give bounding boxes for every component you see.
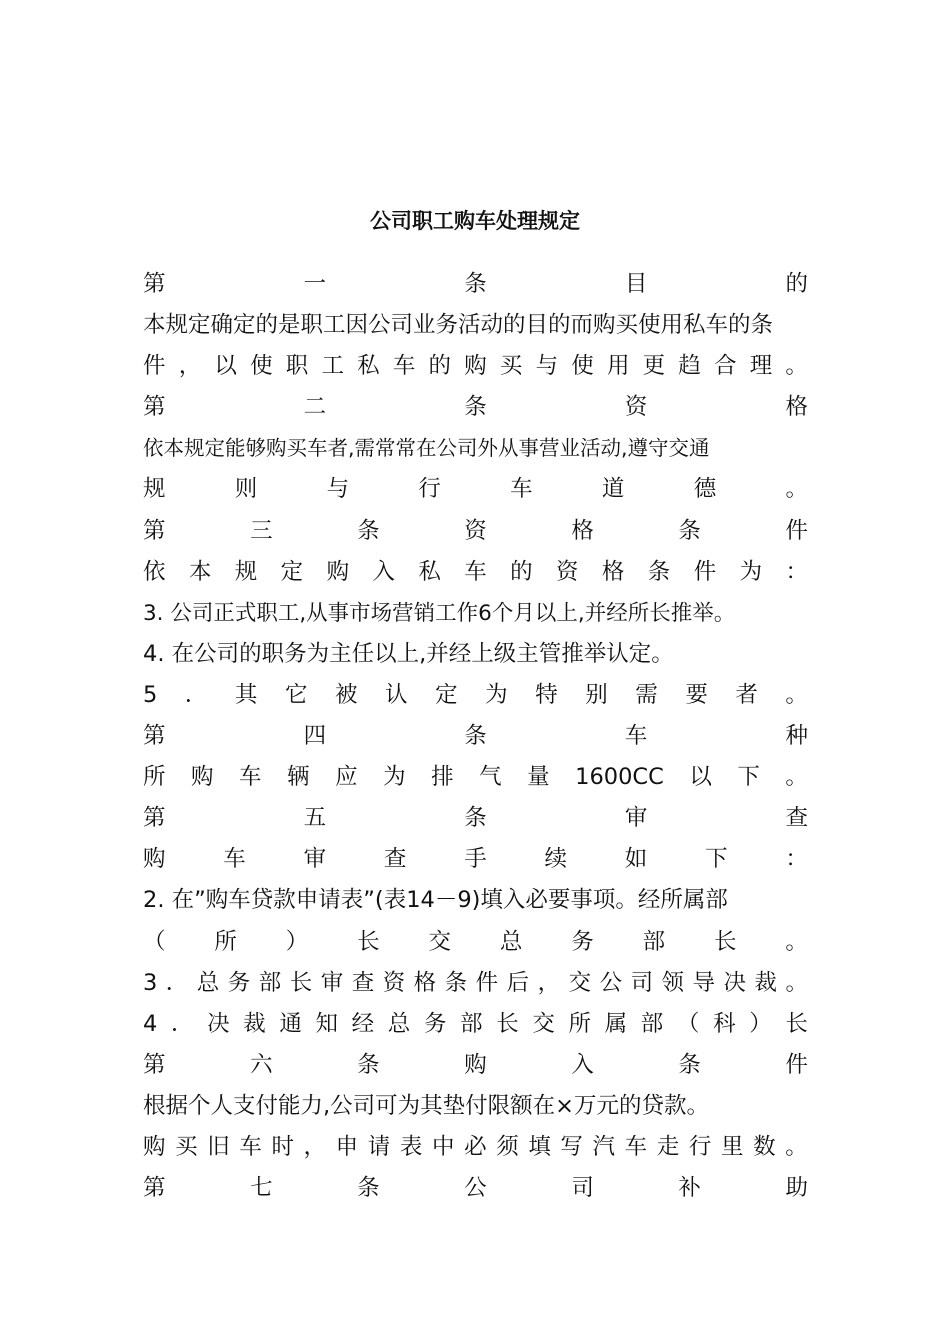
- text-line: 本规定确定的是职工因公司业务活动的目的而购买使用私车的条: [143, 312, 774, 339]
- line-glyph: 中: [431, 1133, 455, 1160]
- line-glyph: 条: [357, 1051, 380, 1078]
- line-glyph: 车: [223, 846, 246, 873]
- line-glyph: ．: [170, 1010, 194, 1037]
- line-glyph: 司: [571, 1175, 594, 1202]
- line-glyph: 资: [464, 517, 487, 544]
- text-line: 根据个人支付能力,公司可为其垫付限额在×万元的贷款。: [143, 1092, 710, 1119]
- line-glyph: ：: [785, 846, 808, 873]
- line-glyph: 格: [571, 517, 594, 544]
- line-glyph: 格: [785, 394, 808, 421]
- line-glyph: 车: [624, 723, 648, 750]
- line-glyph: 领: [661, 969, 685, 996]
- line-glyph: （: [676, 1010, 700, 1037]
- line-glyph: 查: [383, 846, 407, 873]
- line-glyph: 审: [303, 846, 327, 873]
- line-glyph: ：: [785, 558, 808, 585]
- line-glyph: 被: [335, 681, 358, 708]
- line-glyph: 司: [630, 969, 654, 996]
- text-line: [143, 963, 808, 1004]
- text-line: [143, 1045, 808, 1086]
- line-glyph: 必: [464, 1133, 487, 1160]
- line-glyph: 车: [510, 476, 533, 503]
- text-line: [143, 922, 808, 963]
- text-line: [143, 387, 808, 428]
- line-glyph: 数: [753, 1133, 776, 1160]
- line-glyph: 裁: [243, 1010, 266, 1037]
- text-line: [143, 798, 808, 839]
- line-glyph: 部: [642, 928, 666, 955]
- line-glyph: 件: [143, 353, 166, 380]
- line-glyph: 入: [571, 1051, 594, 1078]
- line-glyph: 的: [428, 353, 452, 380]
- text-line: 依本规定能够购买车者,需常常在公司外从事营业活动,遵守交通: [143, 436, 710, 461]
- line-glyph: 买: [175, 1133, 198, 1160]
- line-glyph: 件: [475, 969, 499, 996]
- line-glyph: 。: [785, 928, 808, 955]
- line-glyph: 为: [383, 764, 406, 791]
- line-glyph: 理: [749, 353, 773, 380]
- text-line: [143, 1004, 808, 1045]
- line-glyph: 条: [464, 271, 487, 297]
- text-line: [143, 716, 808, 757]
- line-glyph: 定: [280, 558, 304, 585]
- line-glyph: 属: [604, 1010, 628, 1037]
- text-line: [143, 552, 808, 593]
- text-line: [143, 469, 808, 510]
- line-glyph: 条: [464, 723, 487, 750]
- line-glyph: 条: [678, 517, 701, 544]
- line-glyph: 长: [714, 928, 737, 955]
- line-glyph: 格: [413, 969, 437, 996]
- line-glyph: 件: [785, 1051, 808, 1078]
- line-glyph: 1600CC: [575, 764, 664, 791]
- line-glyph: 行: [418, 476, 441, 503]
- line-glyph: 务: [423, 1010, 447, 1037]
- line-glyph: 。: [785, 353, 808, 380]
- line-glyph: 条: [464, 805, 487, 832]
- line-glyph: 审: [320, 969, 344, 996]
- line-glyph: 条: [357, 517, 380, 544]
- line-glyph: 所: [143, 764, 166, 791]
- line-glyph: 私: [357, 353, 380, 380]
- line-glyph: 二: [303, 394, 327, 421]
- line-glyph: 三: [250, 517, 273, 544]
- line-glyph: 德: [693, 476, 717, 503]
- line-glyph: 购: [143, 1133, 166, 1160]
- line-glyph: 。: [785, 1133, 808, 1160]
- line-glyph: 总: [387, 1010, 411, 1037]
- line-glyph: 手: [464, 846, 487, 873]
- line-glyph: 所: [568, 1010, 592, 1037]
- line-glyph: 公: [599, 969, 623, 996]
- line-glyph: 私: [418, 558, 441, 585]
- line-glyph: 以: [214, 353, 237, 380]
- line-glyph: 其: [234, 681, 258, 708]
- line-glyph: 别: [585, 681, 608, 708]
- text-line: 3. 公司正式职工,从事市场营销工作6个月以上,并经所长推举。: [143, 600, 736, 626]
- line-glyph: 如: [624, 846, 648, 873]
- line-glyph: 为: [739, 558, 763, 585]
- line-glyph: 一: [303, 271, 327, 297]
- line-glyph: （: [143, 928, 166, 955]
- line-glyph: 通: [279, 1010, 302, 1037]
- line-glyph: 长: [496, 1010, 519, 1037]
- line-glyph: 与: [535, 353, 559, 380]
- line-glyph: 买: [499, 353, 523, 380]
- line-glyph: 条: [464, 394, 487, 421]
- line-glyph: 更: [642, 353, 666, 380]
- line-glyph: 入: [372, 558, 395, 585]
- text-line: [143, 346, 808, 387]
- line-glyph: 规: [234, 558, 258, 585]
- line-glyph: 决: [207, 1010, 230, 1037]
- text-line: [143, 264, 808, 305]
- document-body: [143, 264, 808, 1209]
- line-glyph: 车: [239, 1133, 262, 1160]
- line-glyph: 。: [785, 681, 808, 708]
- line-glyph: 交: [428, 928, 452, 955]
- line-glyph: 走: [656, 1133, 680, 1160]
- line-glyph: 部: [258, 969, 282, 996]
- line-glyph: 则: [234, 476, 258, 503]
- line-glyph: 表: [399, 1133, 423, 1160]
- line-glyph: 第: [143, 1175, 166, 1202]
- line-glyph: 以: [689, 764, 712, 791]
- line-glyph: 排: [431, 764, 454, 791]
- line-glyph: 车: [239, 764, 262, 791]
- line-glyph: 与: [326, 476, 350, 503]
- line-glyph: 助: [785, 1175, 808, 1202]
- line-glyph: 决: [723, 969, 747, 996]
- line-glyph: 第: [143, 394, 166, 421]
- text-line: [143, 839, 808, 880]
- line-glyph: 定: [435, 681, 458, 708]
- line-glyph: 部: [460, 1010, 483, 1037]
- line-glyph: 购: [191, 764, 214, 791]
- line-glyph: 条: [357, 1175, 380, 1202]
- line-glyph: 的: [785, 271, 808, 297]
- line-glyph: 。: [785, 476, 808, 503]
- text-line: 4. 在公司的职务为主任以上,并经上级主管推举认定。: [143, 640, 674, 667]
- text-line: [143, 1168, 808, 1209]
- text-line: [143, 675, 808, 716]
- line-glyph: 购: [143, 846, 166, 873]
- line-glyph: 写: [560, 1133, 583, 1160]
- line-glyph: ）: [749, 1010, 772, 1037]
- line-glyph: 第: [143, 1051, 166, 1078]
- line-glyph: ，: [537, 969, 561, 996]
- line-glyph: 需: [635, 681, 658, 708]
- line-glyph: 汽: [592, 1133, 616, 1160]
- line-glyph: 购: [326, 558, 350, 585]
- line-glyph: 工: [321, 353, 344, 380]
- line-glyph: 的: [510, 558, 533, 585]
- line-glyph: 趋: [678, 353, 701, 380]
- line-glyph: ，: [303, 1133, 327, 1160]
- line-glyph: ）: [285, 928, 309, 955]
- line-glyph: 量: [527, 764, 550, 791]
- line-glyph: 导: [692, 969, 716, 996]
- line-glyph: 为: [485, 681, 508, 708]
- line-glyph: ．: [165, 969, 189, 996]
- line-glyph: 。: [785, 969, 808, 996]
- line-glyph: 种: [785, 723, 808, 750]
- line-glyph: 依: [143, 558, 166, 585]
- line-glyph: 下: [705, 846, 728, 873]
- line-glyph: ．: [184, 681, 208, 708]
- line-glyph: 行: [688, 1133, 712, 1160]
- line-glyph: 条: [647, 558, 671, 585]
- line-glyph: 第: [143, 805, 166, 832]
- line-glyph: 科: [713, 1010, 736, 1037]
- line-glyph: 认: [385, 681, 408, 708]
- text-line: [143, 1127, 808, 1168]
- line-glyph: 车: [624, 1133, 648, 1160]
- line-glyph: 第: [143, 723, 166, 750]
- line-glyph: 审: [624, 805, 648, 832]
- line-glyph: 续: [544, 846, 567, 873]
- line-glyph: 须: [496, 1133, 519, 1160]
- line-glyph: 长: [785, 1010, 808, 1037]
- line-glyph: 时: [271, 1133, 294, 1160]
- line-glyph: 旧: [207, 1133, 230, 1160]
- line-glyph: 补: [678, 1175, 701, 1202]
- line-glyph: 七: [250, 1175, 273, 1202]
- line-glyph: 。: [785, 764, 808, 791]
- line-glyph: 它: [284, 681, 308, 708]
- line-glyph: 里: [720, 1133, 744, 1160]
- line-glyph: 购: [464, 353, 487, 380]
- line-glyph: 车: [392, 353, 416, 380]
- line-glyph: 合: [714, 353, 737, 380]
- line-glyph: 件: [785, 517, 808, 544]
- line-glyph: 填: [528, 1133, 551, 1160]
- line-glyph: 请: [367, 1133, 391, 1160]
- line-glyph: 务: [227, 969, 251, 996]
- line-glyph: 长: [357, 928, 380, 955]
- line-glyph: 3: [143, 969, 158, 996]
- line-glyph: 条: [444, 969, 468, 996]
- line-glyph: 总: [196, 969, 220, 996]
- line-glyph: 下: [737, 764, 760, 791]
- line-glyph: 用: [606, 353, 630, 380]
- line-glyph: 第: [143, 271, 166, 297]
- line-glyph: 部: [640, 1010, 664, 1037]
- line-glyph: 资: [556, 558, 579, 585]
- line-glyph: 车: [464, 558, 487, 585]
- line-glyph: 总: [499, 928, 523, 955]
- line-glyph: 所: [214, 928, 237, 955]
- line-glyph: 辆: [287, 764, 310, 791]
- line-glyph: 查: [351, 969, 375, 996]
- line-glyph: 经: [351, 1010, 375, 1037]
- line-glyph: 格: [601, 558, 625, 585]
- line-glyph: 目: [624, 271, 648, 297]
- text-line: [143, 757, 808, 798]
- line-glyph: 5: [143, 681, 158, 708]
- line-glyph: 职: [285, 353, 309, 380]
- line-glyph: 件: [693, 558, 717, 585]
- line-glyph: 后: [506, 969, 530, 996]
- line-glyph: 资: [382, 969, 406, 996]
- line-glyph: 长: [289, 969, 313, 996]
- line-glyph: 申: [335, 1133, 359, 1160]
- line-glyph: 五: [303, 805, 327, 832]
- line-glyph: 者: [735, 681, 758, 708]
- line-glyph: 气: [479, 764, 502, 791]
- line-glyph: 公: [464, 1175, 487, 1202]
- text-line: [143, 511, 808, 552]
- line-glyph: 道: [601, 476, 625, 503]
- line-glyph: 资: [624, 394, 648, 421]
- line-glyph: 查: [785, 805, 808, 832]
- line-glyph: 应: [335, 764, 358, 791]
- line-glyph: 要: [685, 681, 708, 708]
- line-glyph: 特: [535, 681, 558, 708]
- document-title: 公司职工购车处理规定: [370, 209, 580, 233]
- line-glyph: 购: [464, 1051, 487, 1078]
- line-glyph: 裁: [754, 969, 778, 996]
- line-glyph: 使: [250, 353, 273, 380]
- line-glyph: 六: [250, 1051, 273, 1078]
- line-glyph: 规: [143, 476, 166, 503]
- line-glyph: 4: [143, 1010, 158, 1037]
- line-glyph: 务: [571, 928, 594, 955]
- line-glyph: 知: [315, 1010, 339, 1037]
- line-glyph: ，: [178, 353, 202, 380]
- line-glyph: 交: [568, 969, 592, 996]
- line-glyph: 使: [571, 353, 594, 380]
- line-glyph: 四: [303, 723, 327, 750]
- line-glyph: 交: [532, 1010, 555, 1037]
- line-glyph: 本: [188, 558, 212, 585]
- text-line: 2. 在”购车贷款申请表”(表14－9)填入必要事项。经所属部: [143, 887, 728, 914]
- line-glyph: 条: [678, 1051, 701, 1078]
- line-glyph: 第: [143, 517, 166, 544]
